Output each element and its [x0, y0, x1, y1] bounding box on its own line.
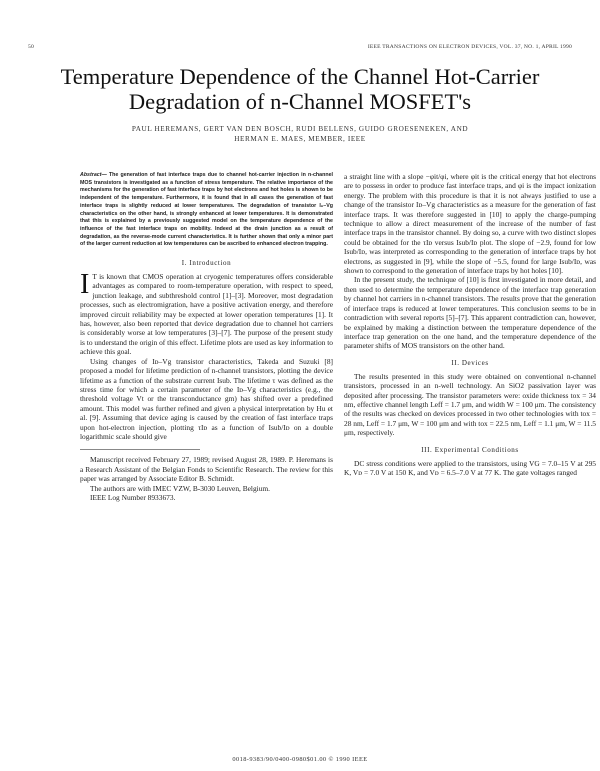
section-heading-intro: I. Introduction — [181, 259, 232, 268]
authors-line-1: PAUL HEREMANS, GERT VAN DEN BOSCH, RUDI BELLENS, GUIDO GROESENEKEN, AND — [131, 125, 469, 133]
author-list — [40, 124, 560, 144]
copyright-line: 0018-9383/90/0400-0980$01.00 © 1990 IEEE — [232, 756, 368, 763]
intro-paragraph-2: Using changes of Iᴅ–Vg transistor characteristics, Takeda and Suzuki [8] proposed a model for lifetime prediction of n-channel transistors, plotting the device lifetime as a function of the substrate current Isub. The lifetime τ was defined as the stress time for which a certain parameter of the Iᴅ–Vg characteristics (e.g., the threshold voltage Vt or the transconductance gm) has shifted over a predefined amount. This model was further refined and given a physical interpretation by Hu et al. [9]. Assuming that device aging is caused by the creation of fast interface traps upon hot-electron injection, plotting τIᴅ as a function of Isub/Iᴅ on a double logarithmic scale should give — [80, 356, 333, 441]
section-heading-devices: II. Devices — [451, 358, 489, 367]
left-column — [80, 172, 333, 502]
title-line-1: Temperature Dependence of the Channel Hot-Carrier — [60, 64, 540, 89]
experimental-paragraph: DC stress conditions were applied to the transistors, using VG = 7.0–15 V at 295 K, Vᴅ = 7.0 V at 150 K, and Vᴅ = 6.5–7.0 V at 77 K. The gate voltages ranged — [344, 458, 596, 477]
authors-line-2: HERMAN E. MAES, MEMBER, IEEE — [234, 135, 366, 143]
footnote-manuscript: Manuscript received February 27, 1989; revised August 28, 1989. P. Heremans is a Research Assistant of the Belgian Fonds to Scientific Research. The review for this paper was arranged by Associate Editor B. Schmidt. — [80, 455, 333, 484]
intro-paragraph-1-text: T is known that CMOS operation at cryogenic temperatures offers considerable advantages as compared to room-temperature operation, with respect to speed, junction leakage, and subthreshold control [1]–[3]. Moreover, most degradation processes, such as electromigration, have a positive activation energy, and therefore improved circuit reliability may be expected at lower operation temperatures [1]. It has, however, also been reported that device degradation due to channel hot carriers is considerably worse at low temperatures [3]–[7]. The purpose of the present study is to understand the origin of this effect. Lifetime plots are used as key information to achieve this goal. — [80, 272, 333, 357]
right-paragraph-1: a straight line with a slope −φit/φi, where φit is the critical energy that hot electrons are to possess in order to produce fast interface traps, and φi is the impact ionization energy. The problem with this procedure is that it is not always justified to use a change of the transistor Iᴅ–Vg characteristics as a measure for the generation of fast interface traps. It was therefore suggested in [10] to apply the charge-pumping technique to allow a direct measurement of the increase of the number of fast interface traps in the transistor channel. By doing so, a curve with two distinct slopes could be obtained for the τIᴅ versus Isub/Iᴅ plot. The slope of −2.9, found for low Isub/Iᴅ, was interpreted as corresponding to the generation of interface traps by hot electrons, as suggested in [9], while the slope of −5.5, found for large Isub/Iᴅ, was shown to correspond to the generation of interface traps by hot holes [10]. — [344, 172, 596, 276]
right-paragraph-2: In the present study, the technique of [10] is first investigated in more detail, and then used to determine the temperature dependence of the interface trap generation by channel hot carriers in n-channel transistors. The results prove that the generation of interface traps is reduced at lower temperatures. This conclusion seems to be in contradiction with several reports [5]–[7]. This apparent contradiction can, however, be explained by making a distinction between the temperature dependence of the interface trap generation on the one hand, and the temperature dependence of the parameter shifts of MOS transistors on the other hand. — [344, 275, 596, 351]
footnote-affiliation: The authors are with IMEC VZW, B-3030 Leuven, Belgium. — [90, 483, 271, 493]
abstract — [80, 172, 333, 249]
footnote-rule — [80, 449, 200, 450]
drop-cap: I — [80, 269, 90, 301]
right-column — [344, 172, 596, 477]
paper-title — [20, 64, 580, 114]
title-line-2: Degradation of n-Channel MOSFET's — [128, 89, 472, 114]
abstract-text: The generation of fast interface traps due to channel hot-carrier injection in n-channel MOS transistors is investigated as a function of stress temperature. The relative importance of the mechanisms for the generation of fast interface traps by hot electrons and hot holes is shown to be independent of the temperature. Furthermore, it is found that in all cases the generation of fast interface traps is slightly reduced at lower temperatures. The degradation of transistor Iₙ–Vg characteristics on the other hand, is strongly enhanced at lower temperatures. It is demonstrated that this is explained by a previously suggested model on the temperature dependence of the influence of the fast interface traps on mobility. Indeed at the drain junction as a result of degradation, as the reverse-mode current characteristics. It is further shown that only a minor part of the larger current reduction at low temperatures can be ascribed to enhanced electron trapping. — [80, 172, 333, 248]
abstract-label: Abstract— — [80, 172, 107, 178]
footnote-log-number: IEEE Log Number 8933673. — [90, 492, 176, 502]
devices-paragraph: The results presented in this study were obtained on conventional n-channel transistors, processed in an n-well technology. An SiO2 passivation layer was deposited after processing. The transistor parameters were: oxide thickness tox = 34 nm, effective channel length Leff = 1.7 μm, and width W = 100 μm. The consistency of the results was checked on devices processed in two other technologies with tox = 28 nm, Leff = 1.7 μm, W = 100 μm and with tox = 22.5 nm, Leff = 1.1 μm, W = 11.5 μm, respectively. — [344, 371, 596, 438]
page-number: 50 — [28, 44, 34, 50]
section-heading-experimental: III. Experimental Conditions — [421, 445, 519, 454]
journal-line: IEEE TRANSACTIONS ON ELECTRON DEVICES, VOL. 37, NO. 1, APRIL 1990 — [367, 44, 572, 50]
intro-paragraph-1 — [80, 269, 333, 357]
